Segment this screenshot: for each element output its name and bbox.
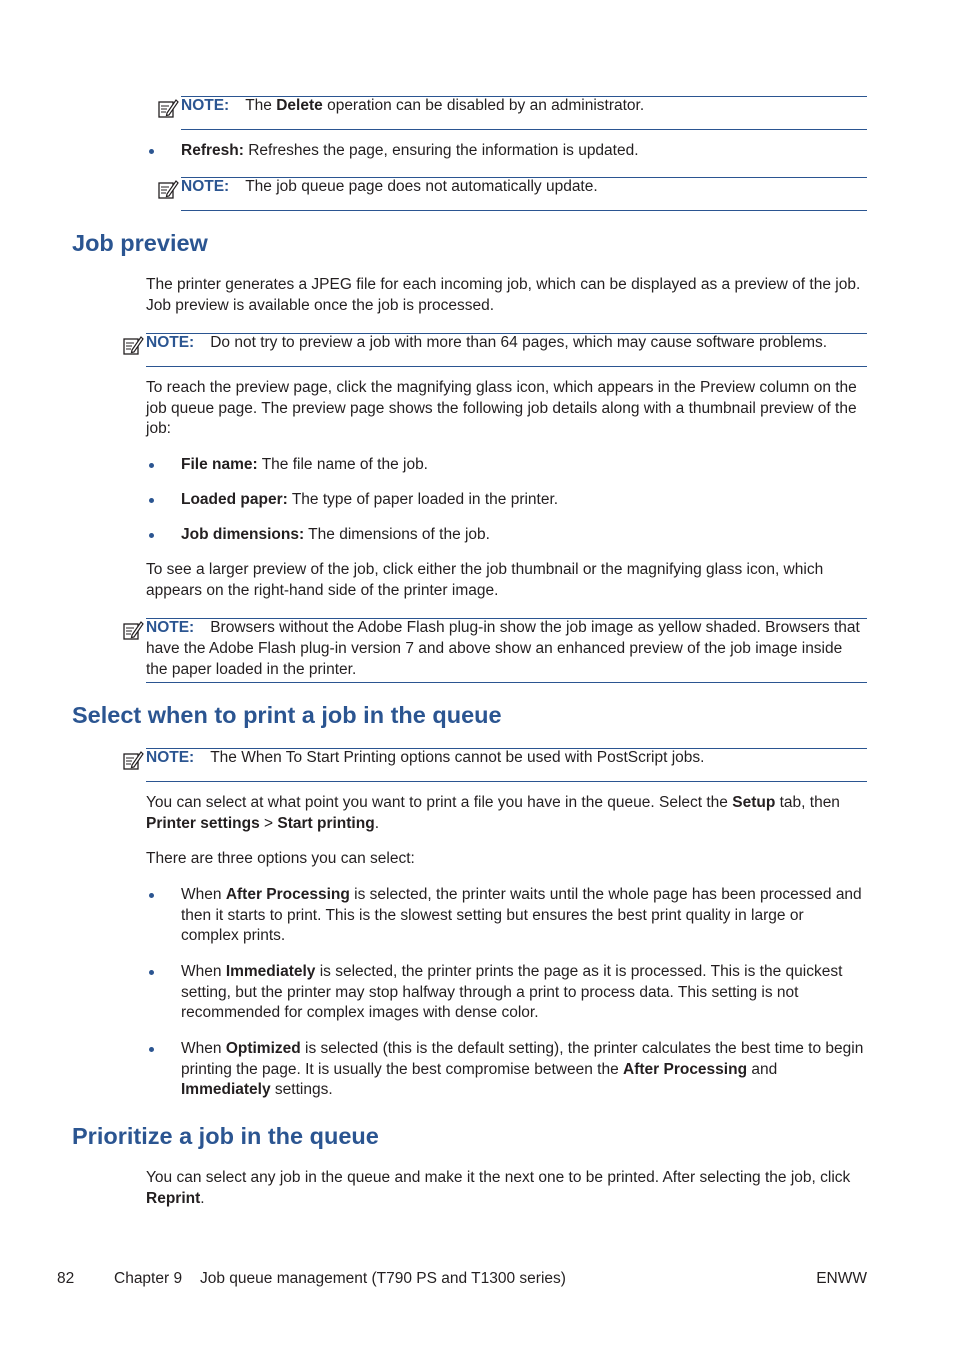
page-number: 82 [57,1270,75,1287]
bullet-marker [149,970,154,975]
bullet-marker [149,149,154,154]
option-after-processing: When After Processing is selected, the printer waits until the whole page has been processed and then it starts to print. This is the slowest setting but ensures the best print quality in large or complex prints. [181,886,862,945]
note-64-pages-text: NOTE: Do not try to preview a job with more than 64 pages, which may cause software problems. [146,334,828,351]
bullet-marker [149,498,154,503]
footer-title: Job queue management (T790 PS and T1300 series) [200,1270,566,1287]
bullet-marker [149,533,154,538]
footer-locale: ENWW [816,1270,867,1287]
option-immediately: When Immediately is selected, the printer prints the page as it is processed. This is the quickest setting, but the printer may stop halfway through a print to process data. This setting is not recommended for complex images with dense color. [181,963,843,1022]
heading-job-preview: Job preview [72,230,208,256]
note-pencil-icon [157,97,179,119]
paragraph-three-options: There are three options you can select: [146,850,415,867]
note-delete-text: NOTE: The Delete operation can be disabled by an administrator. [181,97,645,114]
note-pencil-icon [122,619,144,641]
bullet-marker [149,463,154,468]
note-label: NOTE: [181,97,230,114]
paragraph-preview-intro: The printer generates a JPEG file for each incoming job, which can be displayed as a preview of the job. Job preview is available once the job is processed. [146,276,861,314]
note-label: NOTE: [146,619,195,636]
note-pencil-icon [122,749,144,771]
bullet-marker [149,1047,154,1052]
bullet-marker [149,893,154,898]
note-flash-text: NOTE: Browsers without the Adobe Flash plug-in show the job image as yellow shaded. Browsers that have the Adobe Flash plug-in version 7 and above show an enhanced preview of the job image inside the paper loaded in the printer. [146,619,860,678]
footer-chapter: Chapter 9 [114,1270,183,1287]
note-auto-update-text: NOTE: The job queue page does not automatically update. [181,178,598,195]
note-label: NOTE: [146,749,195,766]
heading-prioritize: Prioritize a job in the queue [72,1123,379,1149]
paragraph-larger-preview: To see a larger preview of the job, click either the job thumbnail or the magnifying glass icon, which appears on the right-hand side of the printer image. [146,561,824,599]
bullet-file-name: File name: The file name of the job. [181,456,428,473]
note-label: NOTE: [146,334,195,351]
paragraph-preview-how: To reach the preview page, click the magnifying glass icon, which appears in the Preview column on the job queue page. The preview page shows the following job details along with a thumbnail preview of the job: [146,379,857,438]
bullet-job-dimensions: Job dimensions: The dimensions of the job. [181,526,490,543]
option-optimized: When Optimized is selected (this is the default setting), the printer calculates the best time to begin printing the page. It is usually the best compromise between the After Processing and Immediately settings. [181,1040,864,1099]
note-pencil-icon [157,178,179,200]
note-label: NOTE: [181,178,230,195]
note-postscript-text: NOTE: The When To Start Printing options cannot be used with PostScript jobs. [146,749,705,766]
paragraph-select-point: You can select at what point you want to print a file you have in the queue. Select the Setup tab, then Printer settings > Start printing. [146,794,840,832]
note-pencil-icon [122,334,144,356]
bullet-loaded-paper: Loaded paper: The type of paper loaded in the printer. [181,491,559,508]
paragraph-prioritize: You can select any job in the queue and make it the next one to be printed. After selecting the job, click Reprint. [146,1169,851,1207]
heading-select-when: Select when to print a job in the queue [72,702,502,728]
bullet-refresh: Refresh: Refreshes the page, ensuring the information is updated. [181,142,639,159]
